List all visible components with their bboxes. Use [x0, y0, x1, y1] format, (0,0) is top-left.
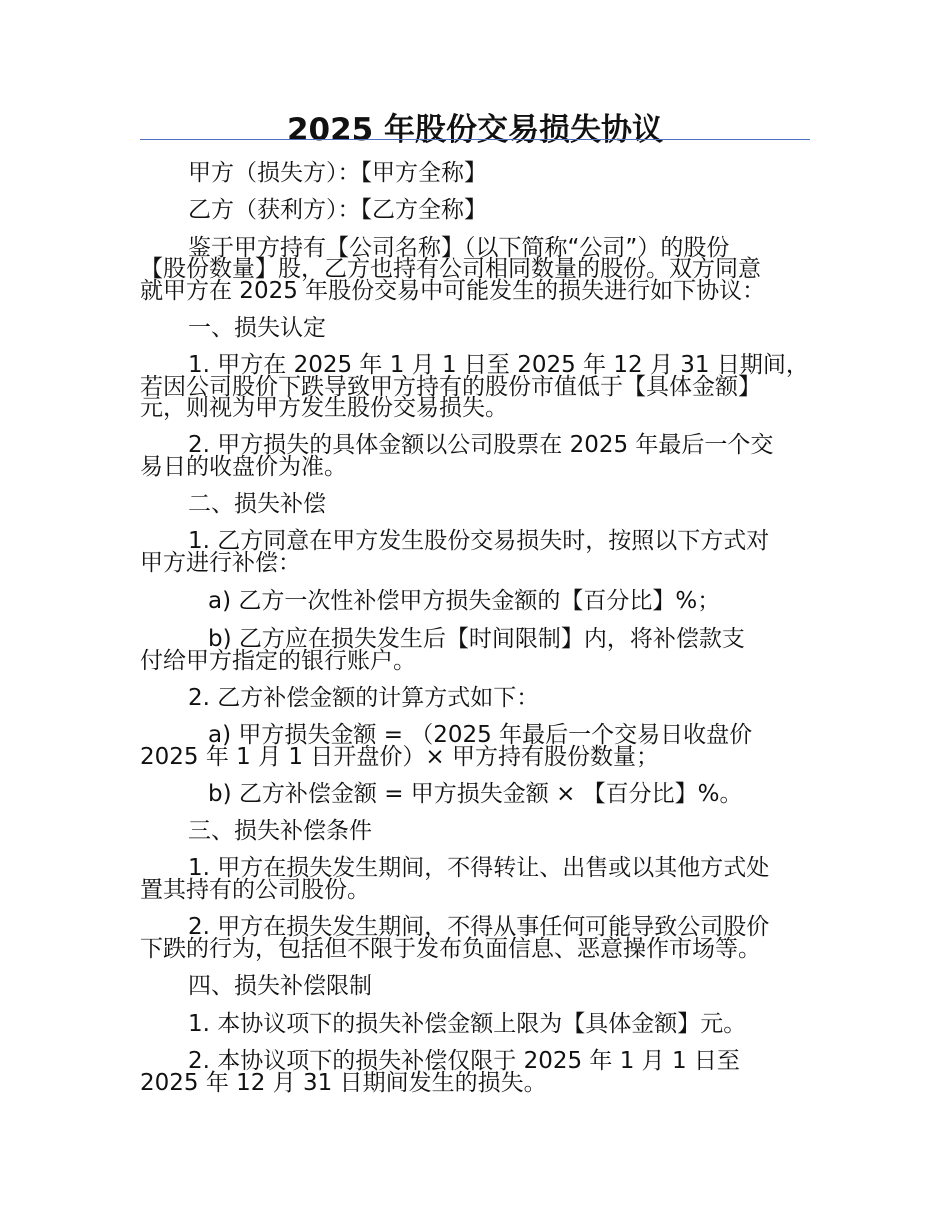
document-title: 2025 年股份交易损失协议: [286, 112, 664, 148]
title-underline: [140, 139, 810, 140]
clause-4-2-line-1: 2. 本协议项下的损失补偿仅限于 2025 年 1 月 1 日至: [188, 1048, 740, 1074]
clause-2-1-b-line-2: 付给甲方指定的银行账户。: [140, 648, 416, 674]
clause-3-2-line-2: 下跌的行为，包括但不限于发布负面信息、恶意操作市场等。: [140, 936, 761, 962]
clause-2-1-line-1: 1. 乙方同意在甲方发生股份交易损失时，按照以下方式对: [188, 528, 770, 554]
clause-4-2-line-2: 2025 年 12 月 31 日期间发生的损失。: [140, 1070, 547, 1096]
section-heading-2: 二、损失补偿: [188, 491, 326, 517]
clause-2-2: 2. 乙方补偿金额的计算方式如下：: [188, 685, 540, 711]
preamble-line-2: 【股份数量】股，乙方也持有公司相同数量的股份。双方同意: [140, 256, 761, 282]
clause-2-2-a-line-2: 2025 年 1 月 1 日开盘价）× 甲方持有股份数量；: [140, 744, 659, 770]
clause-3-1-line-2: 置其持有的公司股份。: [140, 877, 370, 903]
clause-2-2-b: b) 乙方补偿金额 = 甲方损失金额 × 【百分比】%。: [208, 781, 743, 807]
party-a-line: 甲方（损失方）：【甲方全称】: [188, 160, 487, 186]
section-heading-4: 四、损失补偿限制: [188, 973, 372, 999]
preamble-line-1: 鉴于甲方持有【公司名称】（以下简称“公司”）的股份: [188, 235, 730, 261]
clause-2-2-a-line-1: a) 甲方损失金额 = （2025 年最后一个交易日收盘价: [208, 722, 753, 748]
clause-2-1-b-line-1: b) 乙方应在损失发生后【时间限制】内，将补偿款支: [208, 626, 745, 652]
clause-1-2-line-2: 易日的收盘价为准。: [140, 454, 347, 480]
clause-1-1-line-3: 元，则视为甲方发生股份交易损失。: [140, 395, 508, 421]
clause-2-1-line-2: 甲方进行补偿：: [140, 550, 301, 576]
clause-1-2-line-1: 2. 甲方损失的具体金额以公司股票在 2025 年最后一个交: [188, 432, 774, 458]
clause-4-1: 1. 本协议项下的损失补偿金额上限为【具体金额】元。: [188, 1011, 747, 1037]
clause-1-1-line-1: 1. 甲方在 2025 年 1 月 1 日至 2025 年 12 月 31 日期间，: [188, 352, 809, 378]
section-heading-3: 三、损失补偿条件: [188, 818, 372, 844]
section-heading-1: 一、损失认定: [188, 315, 326, 341]
clause-3-1-line-1: 1. 甲方在损失发生期间，不得转让、出售或以其他方式处: [188, 855, 770, 881]
preamble-line-3: 就甲方在 2025 年股份交易中可能发生的损失进行如下协议：: [140, 278, 766, 304]
clause-2-1-a: a) 乙方一次性补偿甲方损失金额的【百分比】%；: [208, 588, 721, 614]
party-b-line: 乙方（获利方）：【乙方全称】: [188, 197, 487, 223]
clause-3-2-line-1: 2. 甲方在损失发生期间，不得从事任何可能导致公司股价: [188, 914, 770, 940]
clause-1-1-line-2: 若因公司股价下跌导致甲方持有的股份市值低于【具体金额】: [140, 374, 761, 400]
